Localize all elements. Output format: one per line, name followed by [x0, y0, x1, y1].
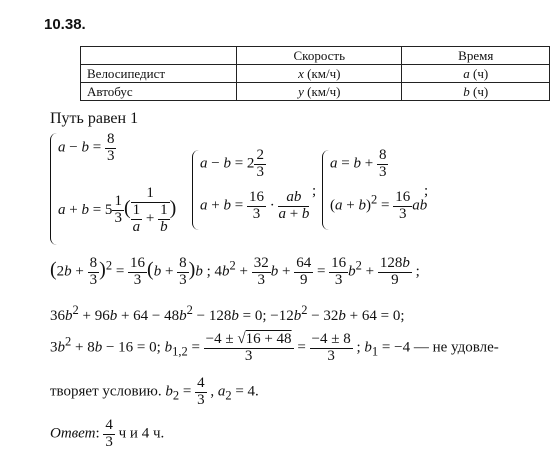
separator: ;: [424, 183, 429, 199]
system1-eq2: a + b = 5 $\frac{1}{3}$ ( 1 $\frac{1}{a}$ + $\frac{1}{b}$ ): [58, 185, 177, 235]
table-header-empty: [81, 47, 237, 65]
table-header-speed: Скорость: [237, 47, 402, 65]
separator: ;: [312, 183, 317, 199]
system-brace: [50, 133, 57, 245]
time-cell: a (ч): [402, 65, 550, 83]
speed-cell: y (км/ч): [237, 83, 402, 101]
system2-eq1: a − b = 2 $\frac{2}{3}$: [200, 147, 264, 180]
row-label: Автобус: [81, 83, 237, 101]
answer-label: Ответ: [50, 425, 96, 442]
table-header-time: Время: [402, 47, 550, 65]
table-row: [81, 83, 550, 101]
equation-line-3: $3b^2 + 8b - 16 = 0$; $b_{1,2}$ = $\frac{-4 \pm √16 + 48}{3}$ = $\frac{-4 \pm 8}{3}$ ; $b_1 = -4$ — не удовле-: [50, 331, 499, 364]
row-label: Велосипедист: [81, 65, 237, 83]
system-brace: [192, 150, 199, 230]
answer: Ответ: $\frac{4}{3}$ ч и 4 ч.: [50, 417, 165, 450]
table-header-row: [81, 47, 550, 65]
problem-number: 10.38.: [44, 16, 86, 33]
table-row: [81, 65, 550, 83]
data-table: [80, 46, 550, 101]
system1-eq1: a − b = $\frac{8}{3}$: [58, 131, 115, 164]
system-brace: [322, 150, 329, 230]
equation-line-1: (2b + $\frac{8}{3}$ )$^2$ = $\frac{16}{3}$ (b + $\frac{8}{3}$ )b ; $4b^2$ + $\frac{32}{3}$ b + $\frac{64}{9}$ = $\frac{16}{3}$ $b^2$ + $\frac{128b}{9}$ ;: [50, 255, 420, 288]
time-cell: b (ч): [402, 83, 550, 101]
speed-cell: x (км/ч): [237, 65, 402, 83]
system3-eq1: a = b + $\frac{8}{3}$: [330, 147, 387, 180]
equation-line-2: $36b^2 + 96b + 64 - 48b^2 - 128b = 0$; $-12b^2 - 32b + 64 = 0$;: [50, 303, 405, 324]
equation-line-4: творяет условию. $b_2$ = $\frac{4}{3}$ , $a_2 = 4$.: [50, 375, 259, 408]
system2-eq2: a + b = $\frac{16}{3}$ · $\frac{ab}{a + b}$: [200, 189, 310, 222]
system3-eq2: $(a + b)^2$ = $\frac{16}{3}$ ab: [330, 189, 428, 222]
path-label: Путь равен 1: [50, 110, 139, 127]
